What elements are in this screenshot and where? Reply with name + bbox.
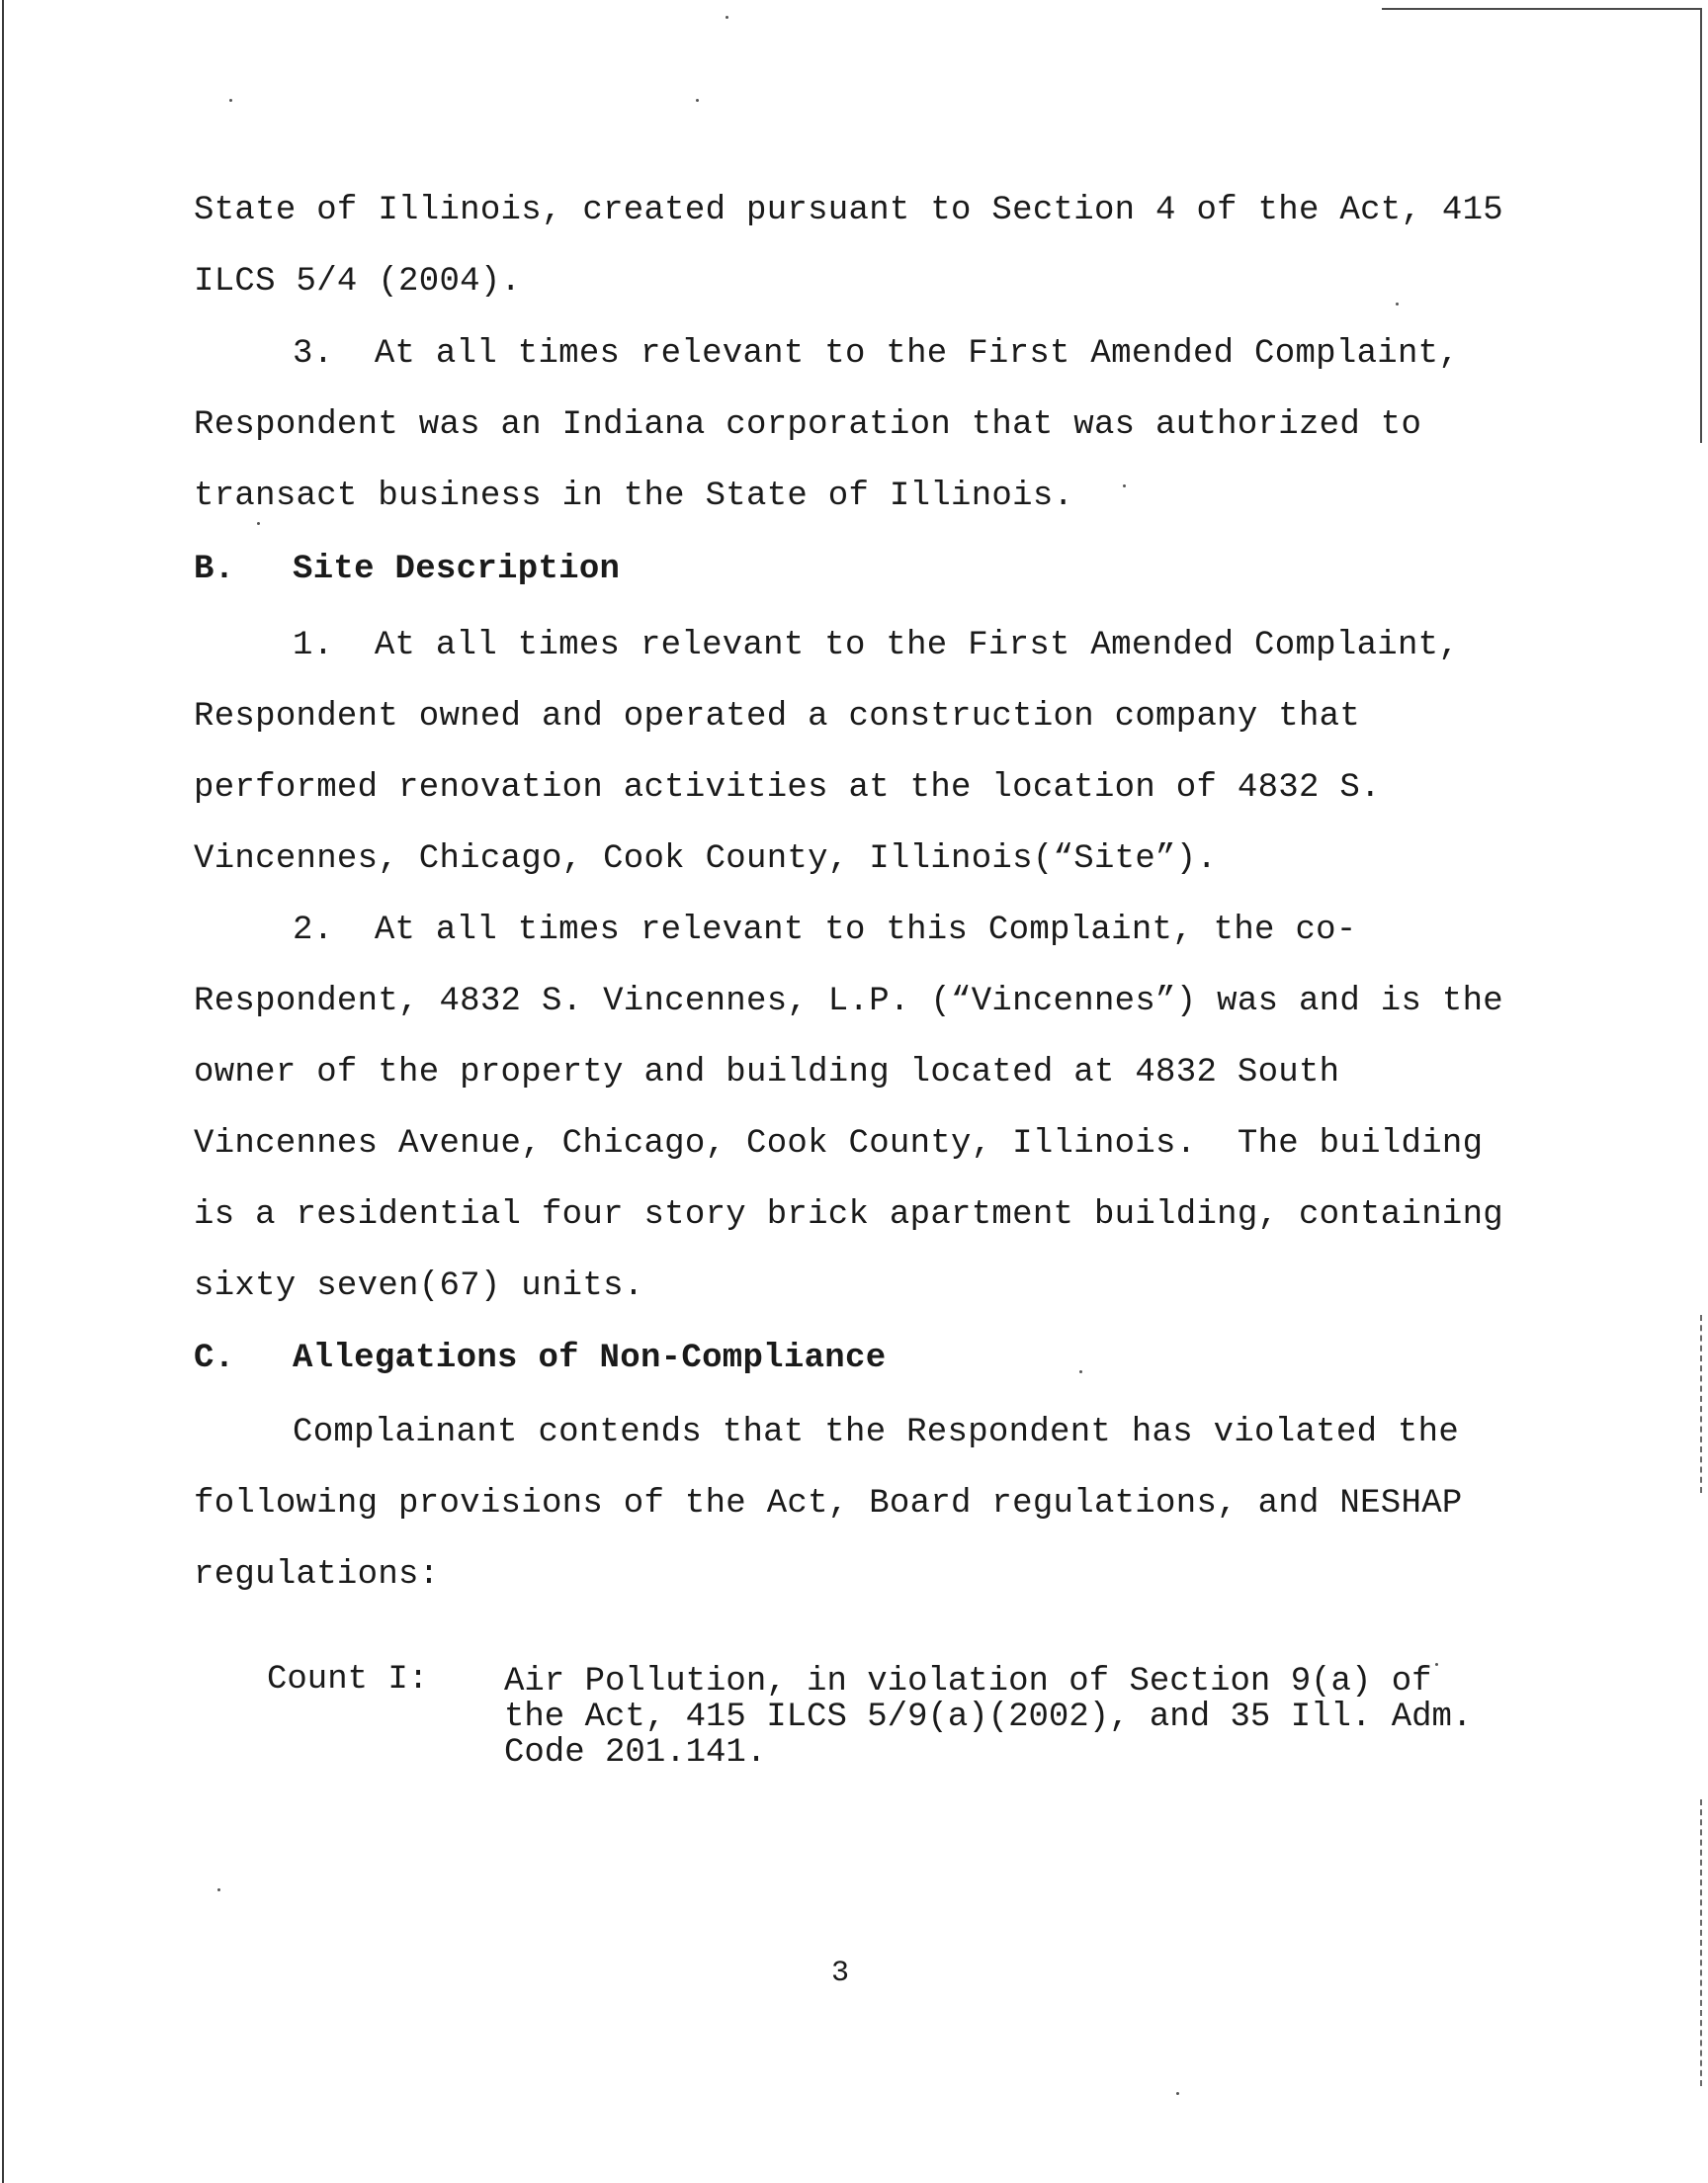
body-line: 2. At all times relevant to this Complaint, the co- bbox=[293, 912, 1357, 949]
section-title: Allegations of Non-Compliance bbox=[293, 1340, 887, 1377]
scan-speck bbox=[257, 522, 260, 525]
body-line: Vincennes, Chicago, Cook County, Illinois(“Site”). bbox=[194, 840, 1218, 878]
scan-speck bbox=[1123, 484, 1126, 487]
body-line: ILCS 5/4 (2004). bbox=[194, 263, 522, 301]
body-line: Respondent was an Indiana corporation that was authorized to bbox=[194, 406, 1422, 444]
body-line: regulations: bbox=[194, 1556, 440, 1594]
body-line: Vincennes Avenue, Chicago, Cook County, Illinois. The building bbox=[194, 1125, 1484, 1163]
body-line: transact business in the State of Illinois. bbox=[194, 478, 1074, 515]
scan-speck bbox=[696, 99, 699, 102]
body-line: following provisions of the Act, Board regulations, and NESHAP bbox=[194, 1485, 1463, 1523]
body-line: Respondent, 4832 S. Vincennes, L.P. (“Vincennes”) was and is the bbox=[194, 983, 1504, 1020]
section-heading-b bbox=[194, 550, 620, 589]
section-title: Site Description bbox=[293, 551, 621, 588]
section-letter: B. bbox=[194, 551, 235, 588]
scan-speck bbox=[1176, 2092, 1179, 2095]
body-line: 3. At all times relevant to the First Amended Complaint, bbox=[293, 335, 1460, 373]
body-line: performed renovation activities at the location of 4832 S. bbox=[194, 769, 1381, 807]
count-description-line: Code 201.141. bbox=[504, 1734, 767, 1772]
scan-edge-top bbox=[1382, 8, 1700, 10]
body-line: State of Illinois, created pursuant to Section 4 of the Act, 415 bbox=[194, 192, 1504, 229]
count-description-line: the Act, 415 ILCS 5/9(a)(2002), and 35 Ill. Adm. bbox=[504, 1699, 1473, 1736]
scan-edge-right-dashed bbox=[1700, 1315, 1702, 1493]
body-line: is a residential four story brick apartment building, containing bbox=[194, 1196, 1504, 1234]
scan-speck bbox=[1435, 1663, 1438, 1666]
body-line: owner of the property and building located at 4832 South bbox=[194, 1054, 1340, 1092]
scan-speck bbox=[229, 99, 232, 102]
section-heading-c bbox=[194, 1339, 886, 1378]
body-line: Respondent owned and operated a construction company that bbox=[194, 698, 1361, 736]
scan-speck bbox=[1079, 1370, 1082, 1373]
body-line: Complainant contends that the Respondent has violated the bbox=[293, 1414, 1460, 1451]
scan-edge-right bbox=[1700, 8, 1702, 443]
count-description-line: Air Pollution, in violation of Section 9(a) of bbox=[504, 1663, 1432, 1701]
scan-edge-left bbox=[2, 0, 4, 2183]
scan-speck bbox=[1396, 303, 1399, 306]
scan-edge-right-dashed bbox=[1700, 1799, 1702, 2086]
scan-speck bbox=[217, 1888, 220, 1891]
page-number: 3 bbox=[830, 1957, 849, 1990]
scan-speck bbox=[726, 16, 728, 19]
body-line: sixty seven(67) units. bbox=[194, 1267, 644, 1305]
body-line: 1. At all times relevant to the First Amended Complaint, bbox=[293, 627, 1460, 664]
count-label: Count I: bbox=[267, 1661, 429, 1699]
section-letter: C. bbox=[194, 1340, 235, 1377]
